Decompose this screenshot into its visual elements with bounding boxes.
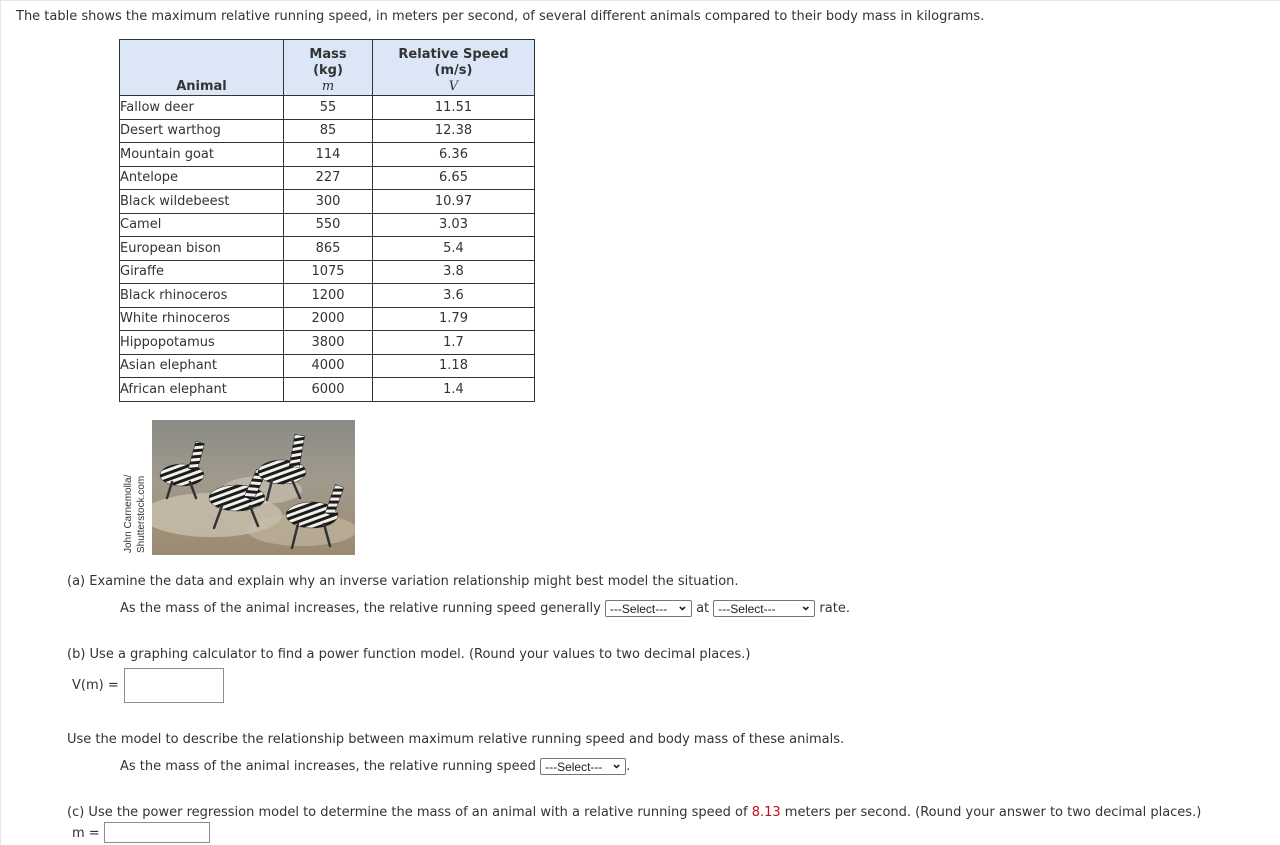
part-c-var-label: m = bbox=[72, 826, 100, 841]
cell-animal: African elephant bbox=[120, 378, 284, 402]
part-c-question-end: meters per second. (Round your answer to two decimal places.) bbox=[784, 805, 1202, 820]
part-b-select-behavior-value: ---Select--- bbox=[545, 760, 603, 774]
cell-speed: 6.65 bbox=[373, 166, 535, 190]
part-c-mass-input[interactable] bbox=[104, 822, 210, 843]
intro-text: The table shows the maximum relative running speed, in meters per second, of several different animals compared to their body mass in kilograms. bbox=[16, 9, 985, 24]
table-row bbox=[120, 213, 535, 237]
cell-animal: European bison bbox=[120, 237, 284, 261]
cell-speed: 12.38 bbox=[373, 119, 535, 143]
part-b-select-behavior[interactable] bbox=[540, 758, 626, 775]
cell-mass: 2000 bbox=[284, 307, 373, 331]
part-b-question: (b) Use a graphing calculator to find a power function model. (Round your values to two decimal places.) bbox=[67, 647, 751, 662]
cell-animal: Black wildebeest bbox=[120, 190, 284, 214]
part-b-func-label: V(m) = bbox=[72, 678, 119, 693]
cell-mass: 227 bbox=[284, 166, 373, 190]
part-b-sentence bbox=[120, 758, 630, 775]
cell-animal: Black rhinoceros bbox=[120, 284, 284, 308]
cell-mass: 1200 bbox=[284, 284, 373, 308]
cell-speed: 11.51 bbox=[373, 96, 535, 120]
cell-speed: 3.03 bbox=[373, 213, 535, 237]
cell-mass: 85 bbox=[284, 119, 373, 143]
cell-speed: 6.36 bbox=[373, 143, 535, 167]
cell-mass: 114 bbox=[284, 143, 373, 167]
cell-animal: Hippopotamus bbox=[120, 331, 284, 355]
cell-speed: 5.4 bbox=[373, 237, 535, 261]
part-a-select-trend[interactable] bbox=[605, 600, 692, 617]
cell-mass: 4000 bbox=[284, 354, 373, 378]
table-row bbox=[120, 237, 535, 261]
cell-animal: White rhinoceros bbox=[120, 307, 284, 331]
cell-mass: 6000 bbox=[284, 378, 373, 402]
cell-mass: 1075 bbox=[284, 260, 373, 284]
part-a-question: (a) Examine the data and explain why an inverse variation relationship might best model the situation. bbox=[67, 574, 739, 589]
cell-animal: Fallow deer bbox=[120, 96, 284, 120]
table-row bbox=[120, 307, 535, 331]
part-c-question-start: (c) Use the power regression model to determine the mass of an animal with a relative running speed of bbox=[67, 805, 748, 820]
cell-speed: 3.8 bbox=[373, 260, 535, 284]
header-speed: Relative Speed (m/s) V bbox=[373, 40, 535, 96]
part-b-sentence-end: . bbox=[626, 759, 631, 774]
part-c-speed-value: 8.13 bbox=[751, 805, 781, 820]
chevron-down-icon: ⌄ bbox=[800, 598, 812, 613]
cell-speed: 1.4 bbox=[373, 378, 535, 402]
cell-mass: 55 bbox=[284, 96, 373, 120]
table-row bbox=[120, 190, 535, 214]
part-b-model-input[interactable] bbox=[124, 668, 224, 703]
part-a-sentence bbox=[120, 600, 850, 617]
cell-speed: 3.6 bbox=[373, 284, 535, 308]
table-row bbox=[120, 166, 535, 190]
table-row bbox=[120, 284, 535, 308]
table-row bbox=[120, 96, 535, 120]
cell-mass: 865 bbox=[284, 237, 373, 261]
part-c-question bbox=[67, 805, 1201, 820]
animal-speed-table bbox=[119, 39, 535, 402]
part-a-sentence-start: As the mass of the animal increases, the relative running speed generally bbox=[120, 601, 601, 616]
zebra-photo bbox=[152, 420, 355, 555]
cell-mass: 300 bbox=[284, 190, 373, 214]
table-header-row bbox=[120, 40, 535, 96]
chevron-down-icon: ⌄ bbox=[677, 598, 688, 613]
cell-speed: 1.79 bbox=[373, 307, 535, 331]
cell-animal: Asian elephant bbox=[120, 354, 284, 378]
part-b-sentence-start: As the mass of the animal increases, the relative running speed bbox=[120, 759, 536, 774]
chevron-down-icon: ⌄ bbox=[611, 756, 623, 771]
cell-mass: 550 bbox=[284, 213, 373, 237]
header-mass: Mass (kg) m bbox=[284, 40, 373, 96]
cell-animal: Camel bbox=[120, 213, 284, 237]
table-row bbox=[120, 378, 535, 402]
part-a-connector: at bbox=[696, 601, 710, 616]
cell-speed: 10.97 bbox=[373, 190, 535, 214]
part-a-select-trend-value: ---Select--- bbox=[609, 602, 668, 616]
table-row bbox=[120, 119, 535, 143]
table-row bbox=[120, 260, 535, 284]
table-row bbox=[120, 331, 535, 355]
cell-animal: Antelope bbox=[120, 166, 284, 190]
cell-animal: Desert warthog bbox=[120, 119, 284, 143]
photo-credit: John Carnemolla/ Shutterstock.com bbox=[123, 474, 147, 553]
cell-animal: Giraffe bbox=[120, 260, 284, 284]
cell-speed: 1.18 bbox=[373, 354, 535, 378]
cell-mass: 3800 bbox=[284, 331, 373, 355]
table-row bbox=[120, 143, 535, 167]
part-a-select-rate-value: ---Select--- bbox=[718, 602, 776, 616]
cell-speed: 1.7 bbox=[373, 331, 535, 355]
table-row bbox=[120, 354, 535, 378]
cell-animal: Mountain goat bbox=[120, 143, 284, 167]
header-animal: Animal bbox=[120, 40, 284, 96]
part-b-describe: Use the model to describe the relationship between maximum relative running speed and body mass of these animals. bbox=[67, 732, 845, 747]
part-a-sentence-end: rate. bbox=[819, 601, 850, 616]
part-a-select-rate[interactable] bbox=[713, 600, 815, 617]
